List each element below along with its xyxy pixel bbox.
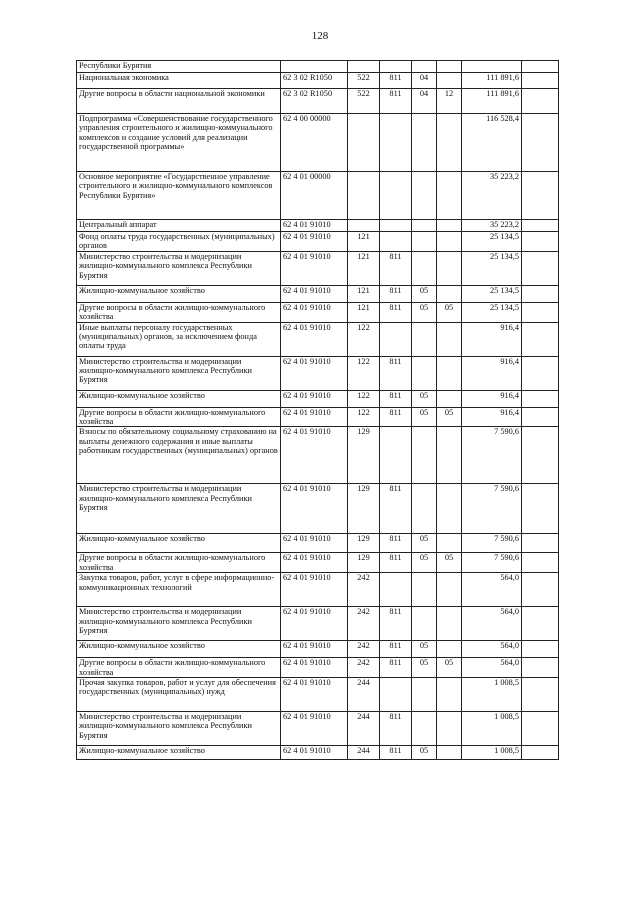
ministry-code-cell: 811: [380, 390, 412, 407]
subsection-cell: 05: [437, 658, 462, 678]
subsection-cell: [437, 114, 462, 172]
amount-cell: 35 223,2: [462, 220, 522, 232]
row-name-cell: Прочая закупка товаров, работ и услуг для обеспечения государственных (муниципальных) нужд: [77, 678, 281, 712]
table-row: [77, 390, 559, 407]
table-row: [77, 553, 559, 573]
section-cell: [412, 220, 437, 232]
blank-cell: [522, 251, 559, 285]
amount-cell: 916,4: [462, 356, 522, 390]
ministry-code-cell: 811: [380, 607, 412, 641]
blank-cell: [522, 302, 559, 322]
ministry-code-cell: 811: [380, 712, 412, 746]
section-cell: [412, 322, 437, 356]
blank-cell: [522, 712, 559, 746]
subsection-cell: 05: [437, 407, 462, 427]
subsection-cell: [437, 322, 462, 356]
row-name-cell: Центральный аппарат: [77, 220, 281, 232]
expense-type-cell: 522: [348, 73, 380, 89]
expense-type-cell: 129: [348, 534, 380, 553]
blank-cell: [522, 573, 559, 607]
blank-cell: [522, 285, 559, 302]
amount-cell: 7 590,6: [462, 484, 522, 534]
amount-cell: 111 891,6: [462, 89, 522, 114]
expense-type-cell: 242: [348, 573, 380, 607]
ministry-code-cell: 811: [380, 251, 412, 285]
section-cell: [412, 356, 437, 390]
target-code-cell: 62 4 01 91010: [281, 712, 348, 746]
blank-cell: [522, 607, 559, 641]
expense-type-cell: 129: [348, 484, 380, 534]
subsection-cell: [437, 390, 462, 407]
expense-type-cell: 121: [348, 232, 380, 252]
section-cell: 05: [412, 407, 437, 427]
blank-cell: [522, 220, 559, 232]
row-name-cell: Жилищно-коммунальное хозяйство: [77, 746, 281, 760]
table-body: [77, 61, 559, 760]
section-cell: [412, 678, 437, 712]
expense-type-cell: 242: [348, 658, 380, 678]
amount-cell: [462, 61, 522, 73]
expense-type-cell: 244: [348, 678, 380, 712]
amount-cell: 1 008,5: [462, 746, 522, 760]
target-code-cell: 62 3 02 R1050: [281, 89, 348, 114]
amount-cell: 564,0: [462, 658, 522, 678]
amount-cell: 111 891,6: [462, 73, 522, 89]
ministry-code-cell: 811: [380, 553, 412, 573]
page-number: 128: [311, 30, 329, 42]
expense-type-cell: [348, 114, 380, 172]
amount-cell: 7 590,6: [462, 534, 522, 553]
blank-cell: [522, 746, 559, 760]
subsection-cell: [437, 641, 462, 658]
ministry-code-cell: [380, 220, 412, 232]
expense-type-cell: 122: [348, 390, 380, 407]
subsection-cell: 12: [437, 89, 462, 114]
expense-type-cell: [348, 172, 380, 220]
subsection-cell: [437, 61, 462, 73]
table-row: [77, 251, 559, 285]
section-cell: 05: [412, 302, 437, 322]
target-code-cell: 62 4 01 91010: [281, 285, 348, 302]
blank-cell: [522, 553, 559, 573]
target-code-cell: 62 4 00 00000: [281, 114, 348, 172]
section-cell: [412, 607, 437, 641]
ministry-code-cell: [380, 427, 412, 484]
blank-cell: [522, 232, 559, 252]
table-row: [77, 73, 559, 89]
amount-cell: 564,0: [462, 607, 522, 641]
subsection-cell: [437, 573, 462, 607]
target-code-cell: 62 4 01 00000: [281, 172, 348, 220]
amount-cell: 25 134,5: [462, 302, 522, 322]
ministry-code-cell: 811: [380, 302, 412, 322]
blank-cell: [522, 61, 559, 73]
target-code-cell: 62 4 01 91010: [281, 251, 348, 285]
row-name-cell: Другие вопросы в области жилищно-коммунального хозяйства: [77, 302, 281, 322]
row-name-cell: Национальная экономика: [77, 73, 281, 89]
subsection-cell: [437, 678, 462, 712]
blank-cell: [522, 658, 559, 678]
row-name-cell: Фонд оплаты труда государственных (муниципальных) органов: [77, 232, 281, 252]
table-row: [77, 407, 559, 427]
blank-cell: [522, 484, 559, 534]
expense-type-cell: [348, 220, 380, 232]
target-code-cell: 62 4 01 91010: [281, 407, 348, 427]
target-code-cell: 62 4 01 91010: [281, 390, 348, 407]
target-code-cell: 62 4 01 91010: [281, 746, 348, 760]
subsection-cell: [437, 285, 462, 302]
row-name-cell: Жилищно-коммунальное хозяйство: [77, 534, 281, 553]
row-name-cell: Другие вопросы в области национальной экономики: [77, 89, 281, 114]
row-name-cell: Министерство строительства и модернизации жилищно-коммунального комплекса Республики Бурятия: [77, 484, 281, 534]
budget-table: [76, 60, 559, 760]
row-name-cell: Жилищно-коммунальное хозяйство: [77, 641, 281, 658]
row-name-cell: Министерство строительства и модернизации жилищно-коммунального комплекса Республики Бурятия: [77, 712, 281, 746]
subsection-cell: [437, 172, 462, 220]
target-code-cell: 62 4 01 91010: [281, 427, 348, 484]
ministry-code-cell: 811: [380, 73, 412, 89]
amount-cell: 35 223,2: [462, 172, 522, 220]
blank-cell: [522, 407, 559, 427]
section-cell: 05: [412, 658, 437, 678]
expense-type-cell: 129: [348, 553, 380, 573]
target-code-cell: 62 4 01 91010: [281, 302, 348, 322]
ministry-code-cell: 811: [380, 746, 412, 760]
section-cell: 05: [412, 390, 437, 407]
table-row: [77, 232, 559, 252]
row-name-cell: Другие вопросы в области жилищно-коммунального хозяйства: [77, 407, 281, 427]
table-row: [77, 89, 559, 114]
amount-cell: 916,4: [462, 407, 522, 427]
section-cell: [412, 251, 437, 285]
amount-cell: 564,0: [462, 641, 522, 658]
section-cell: 05: [412, 553, 437, 573]
expense-type-cell: 522: [348, 89, 380, 114]
table-row: [77, 172, 559, 220]
subsection-cell: [437, 73, 462, 89]
subsection-cell: [437, 712, 462, 746]
expense-type-cell: 121: [348, 285, 380, 302]
ministry-code-cell: [380, 172, 412, 220]
ministry-code-cell: 811: [380, 484, 412, 534]
subsection-cell: [437, 484, 462, 534]
blank-cell: [522, 356, 559, 390]
subsection-cell: [437, 607, 462, 641]
target-code-cell: 62 4 01 91010: [281, 232, 348, 252]
expense-type-cell: 242: [348, 641, 380, 658]
expense-type-cell: 242: [348, 607, 380, 641]
subsection-cell: [437, 220, 462, 232]
ministry-code-cell: 811: [380, 356, 412, 390]
row-name-cell: Министерство строительства и модернизации жилищно-коммунального комплекса Республики Бурятия: [77, 251, 281, 285]
section-cell: [412, 114, 437, 172]
blank-cell: [522, 534, 559, 553]
amount-cell: 116 528,4: [462, 114, 522, 172]
section-cell: [412, 427, 437, 484]
blank-cell: [522, 427, 559, 484]
row-name-cell: Основное мероприятие «Государственное управление строительного и жилищно-коммунального комплексов Республики Бурятия»: [77, 172, 281, 220]
expense-type-cell: 129: [348, 427, 380, 484]
subsection-cell: [437, 232, 462, 252]
table-row: [77, 356, 559, 390]
section-cell: [412, 172, 437, 220]
expense-type-cell: 244: [348, 746, 380, 760]
target-code-cell: 62 4 01 91010: [281, 553, 348, 573]
table-row: [77, 302, 559, 322]
ministry-code-cell: [380, 573, 412, 607]
table-row: [77, 573, 559, 607]
amount-cell: 7 590,6: [462, 553, 522, 573]
target-code-cell: 62 3 02 R1050: [281, 73, 348, 89]
ministry-code-cell: 811: [380, 641, 412, 658]
ministry-code-cell: [380, 232, 412, 252]
row-name-cell: Министерство строительства и модернизации жилищно-коммунального комплекса Республики Бурятия: [77, 607, 281, 641]
table-row: [77, 746, 559, 760]
table-row: [77, 61, 559, 73]
table-row: [77, 658, 559, 678]
blank-cell: [522, 172, 559, 220]
row-name-cell: Жилищно-коммунальное хозяйство: [77, 285, 281, 302]
blank-cell: [522, 678, 559, 712]
expense-type-cell: 122: [348, 356, 380, 390]
section-cell: [412, 712, 437, 746]
section-cell: [412, 232, 437, 252]
ministry-code-cell: 811: [380, 285, 412, 302]
section-cell: 05: [412, 746, 437, 760]
expense-type-cell: [348, 61, 380, 73]
blank-cell: [522, 641, 559, 658]
amount-cell: 916,4: [462, 390, 522, 407]
blank-cell: [522, 390, 559, 407]
table-row: [77, 641, 559, 658]
section-cell: 04: [412, 89, 437, 114]
row-name-cell: Подпрограмма «Совершенствование государственного управления строительного и жилищно-коммунального комплексов и создание условий для реализации государственной программы»: [77, 114, 281, 172]
target-code-cell: 62 4 01 91010: [281, 573, 348, 607]
amount-cell: 25 134,5: [462, 285, 522, 302]
amount-cell: 7 590,6: [462, 427, 522, 484]
blank-cell: [522, 89, 559, 114]
table-row: [77, 322, 559, 356]
table-row: [77, 220, 559, 232]
subsection-cell: [437, 534, 462, 553]
ministry-code-cell: [380, 114, 412, 172]
table-row: [77, 712, 559, 746]
target-code-cell: 62 4 01 91010: [281, 322, 348, 356]
ministry-code-cell: 811: [380, 534, 412, 553]
row-name-cell: Республики Бурятия: [77, 61, 281, 73]
target-code-cell: 62 4 01 91010: [281, 220, 348, 232]
subsection-cell: [437, 427, 462, 484]
row-name-cell: Взносы по обязательному социальному страхованию на выплаты денежного содержания и иные выплаты работникам государственных (муниципальных) органов: [77, 427, 281, 484]
table-row: [77, 114, 559, 172]
section-cell: [412, 573, 437, 607]
expense-type-cell: 121: [348, 302, 380, 322]
table-row: [77, 484, 559, 534]
section-cell: [412, 484, 437, 534]
target-code-cell: 62 4 01 91010: [281, 534, 348, 553]
target-code-cell: 62 4 01 91010: [281, 658, 348, 678]
section-cell: 05: [412, 534, 437, 553]
subsection-cell: [437, 746, 462, 760]
ministry-code-cell: 811: [380, 407, 412, 427]
subsection-cell: 05: [437, 302, 462, 322]
ministry-code-cell: 811: [380, 89, 412, 114]
blank-cell: [522, 322, 559, 356]
ministry-code-cell: [380, 678, 412, 712]
section-cell: [412, 61, 437, 73]
subsection-cell: [437, 251, 462, 285]
row-name-cell: Другие вопросы в области жилищно-коммунального хозяйства: [77, 658, 281, 678]
table-row: [77, 285, 559, 302]
subsection-cell: [437, 356, 462, 390]
amount-cell: 564,0: [462, 573, 522, 607]
expense-type-cell: 122: [348, 407, 380, 427]
row-name-cell: Иные выплаты персоналу государственных (муниципальных) органов, за исключением фонда оплаты труда: [77, 322, 281, 356]
amount-cell: 25 134,5: [462, 251, 522, 285]
target-code-cell: [281, 61, 348, 73]
blank-cell: [522, 73, 559, 89]
expense-type-cell: 122: [348, 322, 380, 356]
ministry-code-cell: [380, 322, 412, 356]
table-row: [77, 427, 559, 484]
table-row: [77, 534, 559, 553]
ministry-code-cell: 811: [380, 658, 412, 678]
target-code-cell: 62 4 01 91010: [281, 641, 348, 658]
amount-cell: 25 134,5: [462, 232, 522, 252]
target-code-cell: 62 4 01 91010: [281, 607, 348, 641]
target-code-cell: 62 4 01 91010: [281, 484, 348, 534]
amount-cell: 1 008,5: [462, 678, 522, 712]
expense-type-cell: 121: [348, 251, 380, 285]
row-name-cell: Закупка товаров, работ, услуг в сфере информационно-коммуникационных технологий: [77, 573, 281, 607]
amount-cell: 916,4: [462, 322, 522, 356]
row-name-cell: Жилищно-коммунальное хозяйство: [77, 390, 281, 407]
section-cell: 04: [412, 73, 437, 89]
subsection-cell: 05: [437, 553, 462, 573]
row-name-cell: Министерство строительства и модернизации жилищно-коммунального комплекса Республики Бурятия: [77, 356, 281, 390]
target-code-cell: 62 4 01 91010: [281, 678, 348, 712]
table-row: [77, 678, 559, 712]
table-row: [77, 607, 559, 641]
section-cell: 05: [412, 285, 437, 302]
expense-type-cell: 244: [348, 712, 380, 746]
section-cell: 05: [412, 641, 437, 658]
ministry-code-cell: [380, 61, 412, 73]
blank-cell: [522, 114, 559, 172]
amount-cell: 1 008,5: [462, 712, 522, 746]
target-code-cell: 62 4 01 91010: [281, 356, 348, 390]
row-name-cell: Другие вопросы в области жилищно-коммунального хозяйства: [77, 553, 281, 573]
